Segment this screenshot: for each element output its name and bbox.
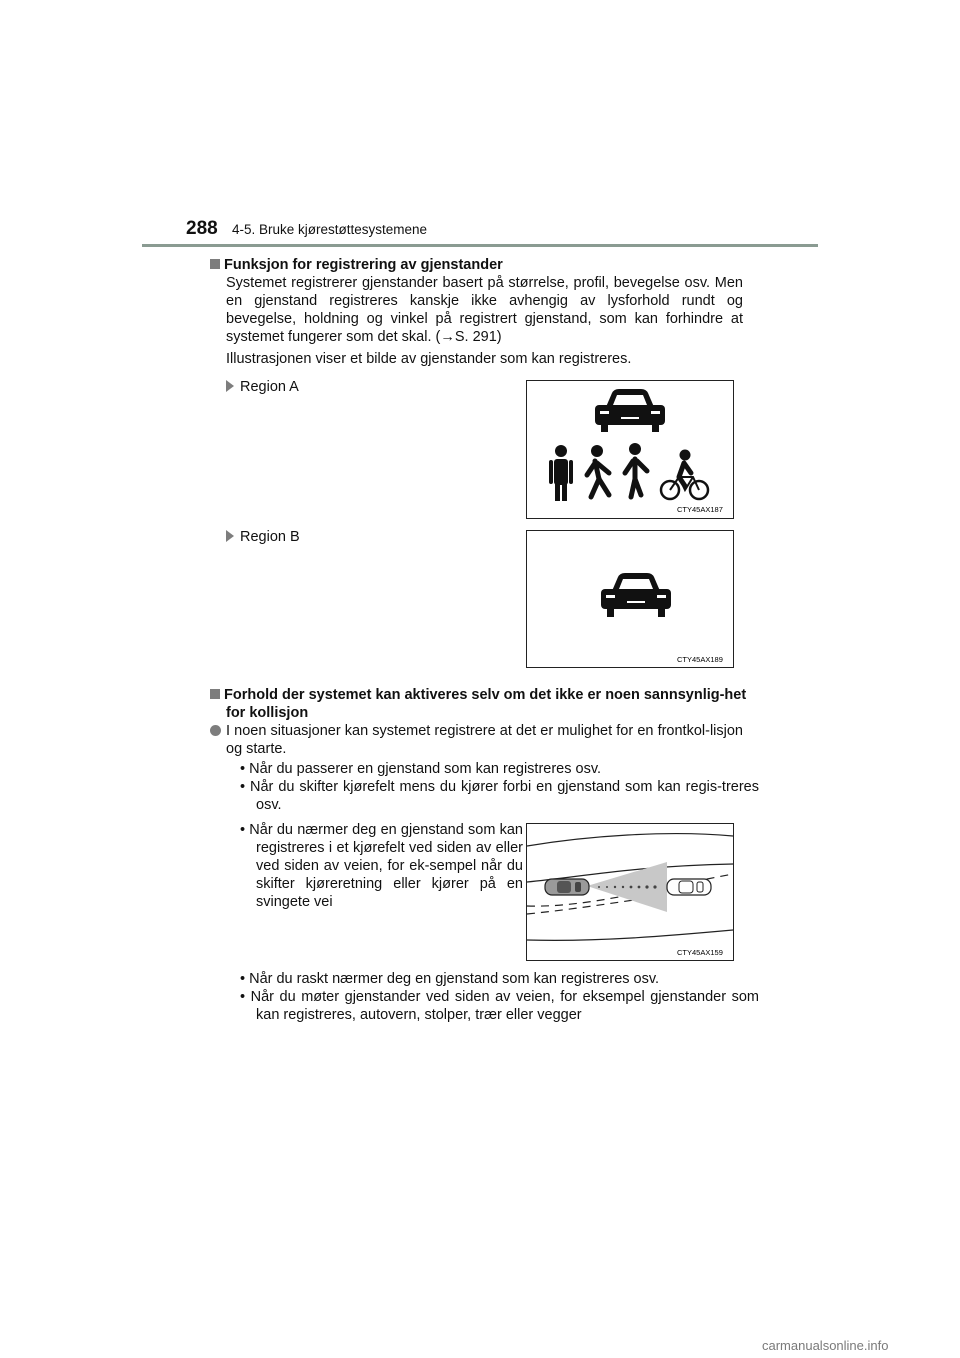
figure-code: CTY45AX189	[677, 655, 723, 664]
list-item: • Når du raskt nærmer deg en gjenstand som kan registreres osv.	[240, 971, 660, 987]
car-icon	[601, 573, 671, 617]
square-bullet-icon	[210, 259, 220, 269]
header-rule	[142, 244, 818, 247]
section-heading-text: Funksjon for registrering av gjenstander	[224, 257, 503, 273]
car-icon	[595, 389, 665, 432]
triangle-bullet-icon	[226, 530, 234, 542]
figure-code: CTY45AX159	[677, 948, 723, 957]
list-item: • Når du møter gjenstander ved siden av veien, for eksempel gjenstander som kan registreres, autovern, stolper, trær eller vegger	[240, 989, 759, 1023]
pedestrian-standing-icon	[549, 445, 573, 501]
pedestrian-child-icon	[625, 443, 647, 497]
region-a-label: Region A	[226, 378, 299, 396]
figure-road-scenario	[526, 823, 734, 961]
section-heading-object-detection	[210, 256, 750, 274]
watermark: carmanualsonline.info	[762, 1338, 889, 1353]
page-number: 288	[186, 218, 218, 239]
intro-block	[210, 722, 750, 758]
chapter-title: 4-5. Bruke kjørestøttesystemene	[232, 222, 428, 237]
section-heading-false-activation	[210, 686, 766, 722]
paragraph-illustration-note: Illustrasjonen viser et bilde av gjenstander som kan registreres.	[226, 351, 632, 367]
region-b-illustration	[527, 531, 733, 667]
paragraph-system-description: Systemet registrerer gjenstander basert på størrelse, profil, bevegelse osv. Men en gjenstand registreres kanskje ikke avhengig av lysforhold rundt og bevegelse, holdning og vinkel på registrert gjenstand, som kan forhindre at systemet fungerer som det skal. (→S. 291)	[226, 275, 743, 345]
list-item: • Når du nærmer deg en gjenstand som kan registreres i et kjørefelt ved siden av eller ved siden av veien, for ek-sempel når du skifter kjøreretning eller kjører på en svingete vei	[240, 822, 523, 910]
figure-region-b	[526, 530, 734, 668]
region-b-label: Region B	[226, 528, 300, 546]
intro-text: I noen situasjoner kan systemet registrere at det er mulighet for en frontkol-lisjon og starte.	[226, 723, 743, 757]
pedestrian-walking-icon	[587, 445, 609, 497]
own-car-icon	[545, 879, 589, 895]
triangle-bullet-icon	[226, 380, 234, 392]
region-a-illustration	[527, 381, 733, 518]
figure-region-a	[526, 380, 734, 519]
section-heading-text: Forhold der systemet kan aktiveres selv om det ikke er noen sannsynlig-het for kollisjon	[224, 687, 747, 721]
road-illustration	[527, 824, 733, 960]
list-item: • Når du passerer en gjenstand som kan registreres osv.	[240, 761, 602, 777]
target-car-icon	[667, 879, 711, 895]
square-bullet-icon	[210, 689, 220, 699]
cyclist-icon	[661, 450, 708, 500]
round-bullet-icon	[210, 725, 221, 736]
figure-code: CTY45AX187	[677, 505, 723, 514]
list-item: • Når du skifter kjørefelt mens du kjører forbi en gjenstand som kan regis-treres osv.	[240, 779, 759, 813]
